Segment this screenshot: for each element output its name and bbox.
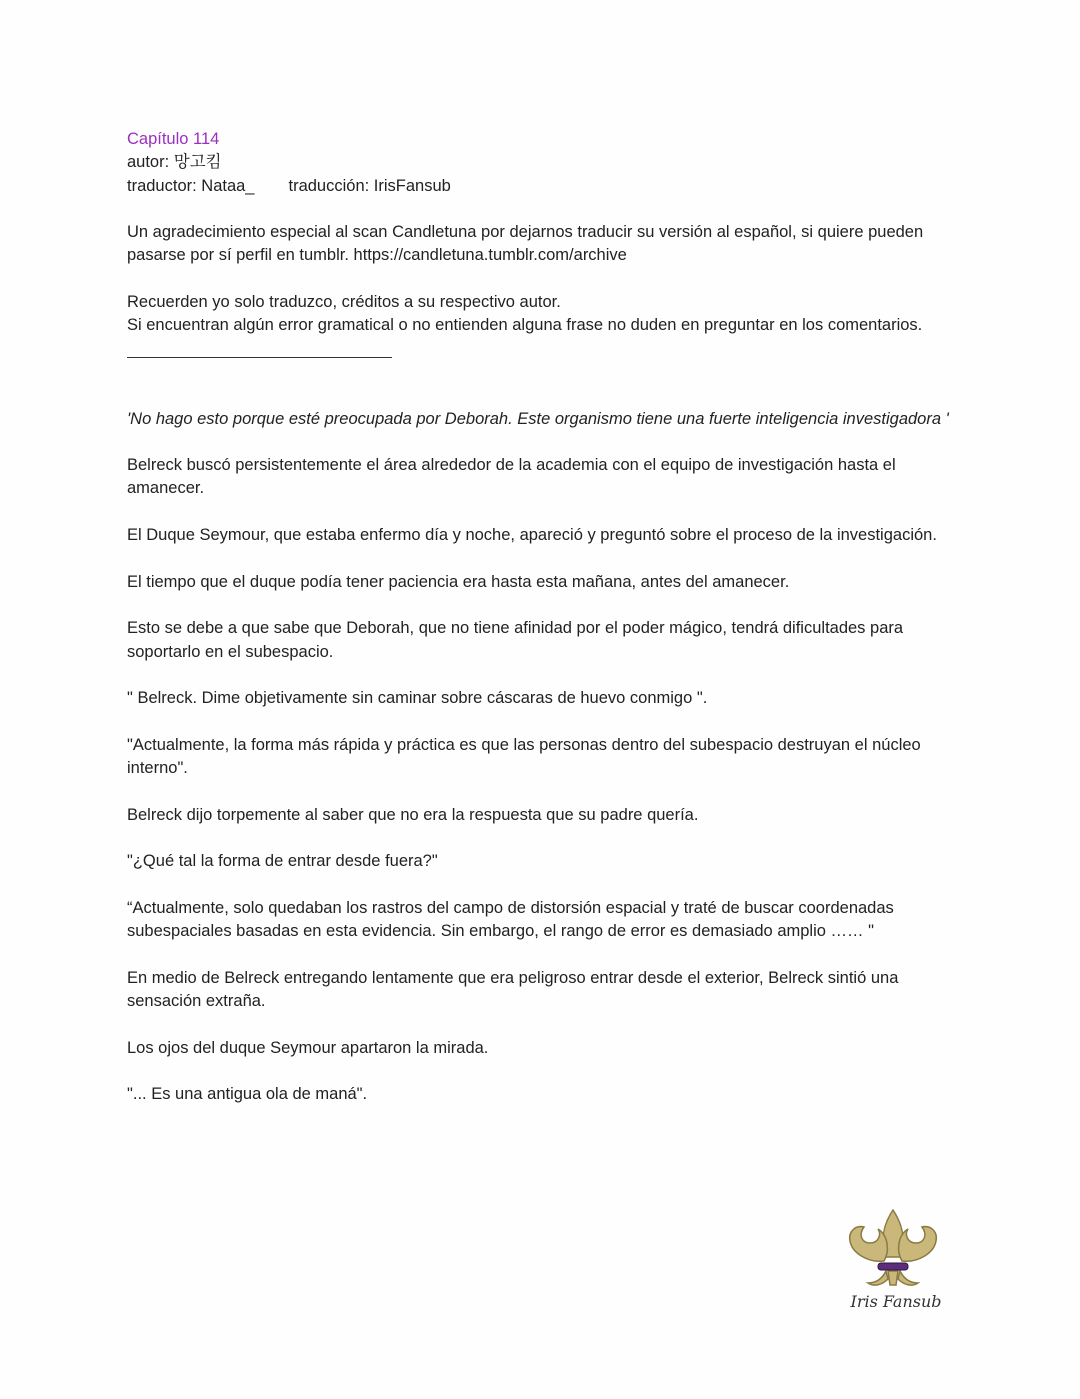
document-page xyxy=(127,128,967,1130)
translation-credit: traducción: IrisFansub xyxy=(288,176,451,195)
paragraph: Los ojos del duque Seymour apartaron la mirada. xyxy=(127,1038,489,1057)
paragraph: Belreck dijo torpemente al saber que no era la respuesta que su padre quería. xyxy=(127,805,699,824)
divider xyxy=(127,338,967,361)
translator: traductor: Nataa_ xyxy=(127,176,255,195)
paragraph: "... Es una antigua ola de maná". xyxy=(127,1085,368,1104)
author-line: autor: 망고킴 xyxy=(127,153,222,172)
translator-line xyxy=(127,175,967,198)
credits-line-1: Recuerden yo solo traduzco, créditos a su respectivo autor. xyxy=(127,293,561,312)
paragraph: Esto se debe a que sabe que Deborah, que no tiene afinidad por el poder mágico, tendrá dificultades para soportarlo en el subespacio. xyxy=(127,619,904,661)
paragraph: “Actualmente, solo quedaban los rastros del campo de distorsión espacial y traté de buscar coordenadas subespaciales basadas en esta evidencia. Sin embargo, el rango de error es demasiado amplio …… " xyxy=(127,898,894,941)
logo-text: Iris Fansub xyxy=(850,1292,942,1311)
paragraph: Belreck buscó persistentemente el área alrededor de la academia con el equipo de investigación hasta el amanecer. xyxy=(127,456,896,498)
paragraph: 'No hago esto porque esté preocupada por Deborah. Este organismo tiene una fuerte inteligencia investigadora ' xyxy=(127,409,949,428)
paragraph: En medio de Belreck entregando lentamente que era peligroso entrar desde el exterior, Belreck sintió una sensación extraña. xyxy=(127,968,899,1010)
paragraph: El Duque Seymour, que estaba enfermo día y noche, apareció y preguntó sobre el proceso de la investigación. xyxy=(127,526,937,545)
paragraph: El tiempo que el duque podía tener paciencia era hasta esta mañana, antes del amanecer. xyxy=(127,572,790,591)
paragraph: " Belreck. Dime objetivamente sin caminar sobre cáscaras de huevo conmigo ". xyxy=(127,689,708,708)
chapter-title: Capítulo 114 xyxy=(127,130,220,148)
thanks-paragraph: Un agradecimiento especial al scan Candletuna por dejarnos traducir su versión al español, si quiere pueden pasarse por sí perfil en tumblr. https://candletuna.tumblr.com/archive xyxy=(127,223,924,265)
credits-line-2: Si encuentran algún error gramatical o no entienden alguna frase no duden en preguntar en los comentarios. xyxy=(127,316,923,335)
paragraph: "Actualmente, la forma más rápida y práctica es que las personas dentro del subespacio destruyan el núcleo interno". xyxy=(127,735,921,778)
paragraph: "¿Qué tal la forma de entrar desde fuera?" xyxy=(127,852,438,871)
